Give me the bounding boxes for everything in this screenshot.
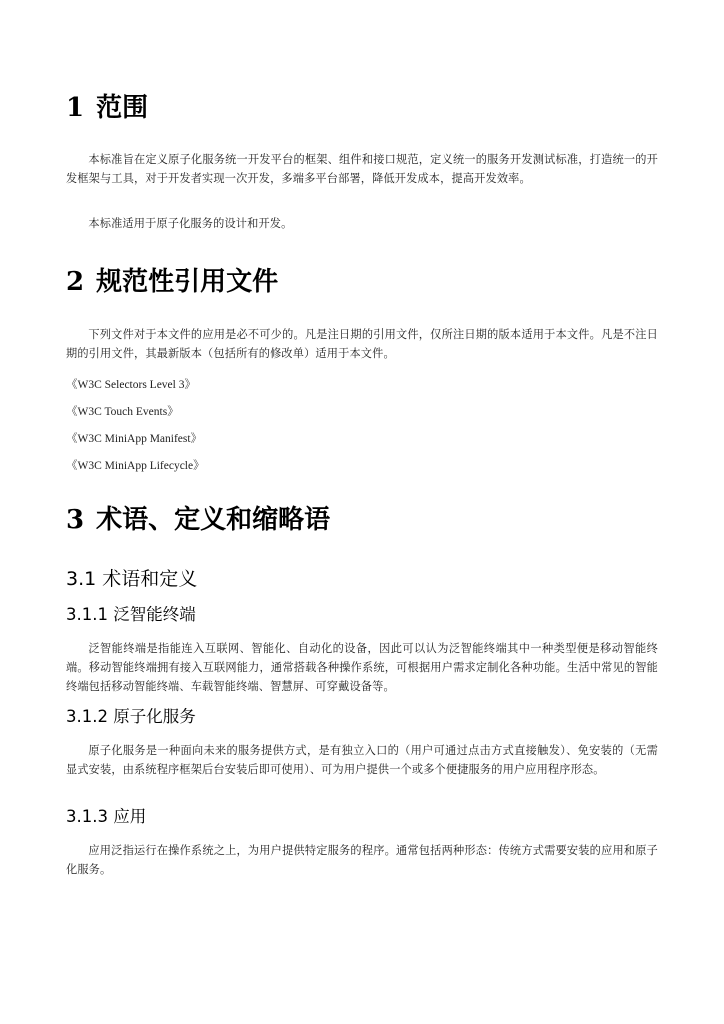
reference-item: 《W3C Selectors Level 3》 xyxy=(66,379,196,391)
section-1-heading xyxy=(66,92,148,124)
section-1-number: 1 xyxy=(66,93,85,123)
reference-item: 《W3C MiniApp Manifest》 xyxy=(66,433,203,445)
term-3-1-2-text: 原子化服务是一种面向未来的服务提供方式，是有独立入口的（用户可通过点击方式直接触发）、免安装的（无需显式安装，由系统程序框架后台安装后即可使用）、可为用户提供一个或多个便捷服务的用户应用程序形态。 xyxy=(66,744,658,776)
term-3-1-3-heading: 3.1.3 应用 xyxy=(66,807,147,826)
section-2-heading xyxy=(66,266,278,298)
subsection-3-1-heading: 3.1 术语和定义 xyxy=(66,568,198,590)
section-1-paragraph-1: 本标准旨在定义原子化服务统一开发平台的框架、组件和接口规范，定义统一的服务开发测试标准，打造统一的开发框架与工具，对于开发者实现一次开发，多端多平台部署，降低开发成本，提高开发效率。 xyxy=(66,153,658,185)
section-3-number: 3 xyxy=(66,505,85,535)
section-3-title: 术语、定义和缩略语 xyxy=(96,505,331,535)
term-3-1-1-text: 泛智能终端是指能连入互联网、智能化、自动化的设备，因此可以认为泛智能终端其中一种类型便是移动智能终端。移动智能终端拥有接入互联网能力，通常搭载各种操作系统，可根据用户需求定制化各种功能。生活中常见的智能终端包括移动智能终端、车载智能终端、智慧屏、可穿戴设备等。 xyxy=(66,642,658,693)
section-1-paragraph-2: 本标准适用于原子化服务的设计和开发。 xyxy=(88,217,293,230)
term-3-1-3-text: 应用泛指运行在操作系统之上，为用户提供特定服务的程序。通常包括两种形态：传统方式需要安装的应用和原子化服务。 xyxy=(66,844,658,876)
section-2-paragraph: 下列文件对于本文件的应用是必不可少的。凡是注日期的引用文件，仅所注日期的版本适用于本文件。凡是不注日期的引用文件，其最新版本（包括所有的修改单）适用于本文件。 xyxy=(66,328,658,360)
section-2-number: 2 xyxy=(66,267,85,297)
term-3-1-1-heading: 3.1.1 泛智能终端 xyxy=(66,605,196,624)
term-3-1-2-heading: 3.1.2 原子化服务 xyxy=(66,707,196,726)
section-1-title: 范围 xyxy=(96,93,149,123)
section-2-title: 规范性引用文件 xyxy=(96,267,279,297)
section-3-heading xyxy=(66,504,330,536)
reference-item: 《W3C MiniApp Lifecycle》 xyxy=(66,460,205,472)
reference-item: 《W3C Touch Events》 xyxy=(66,406,179,418)
